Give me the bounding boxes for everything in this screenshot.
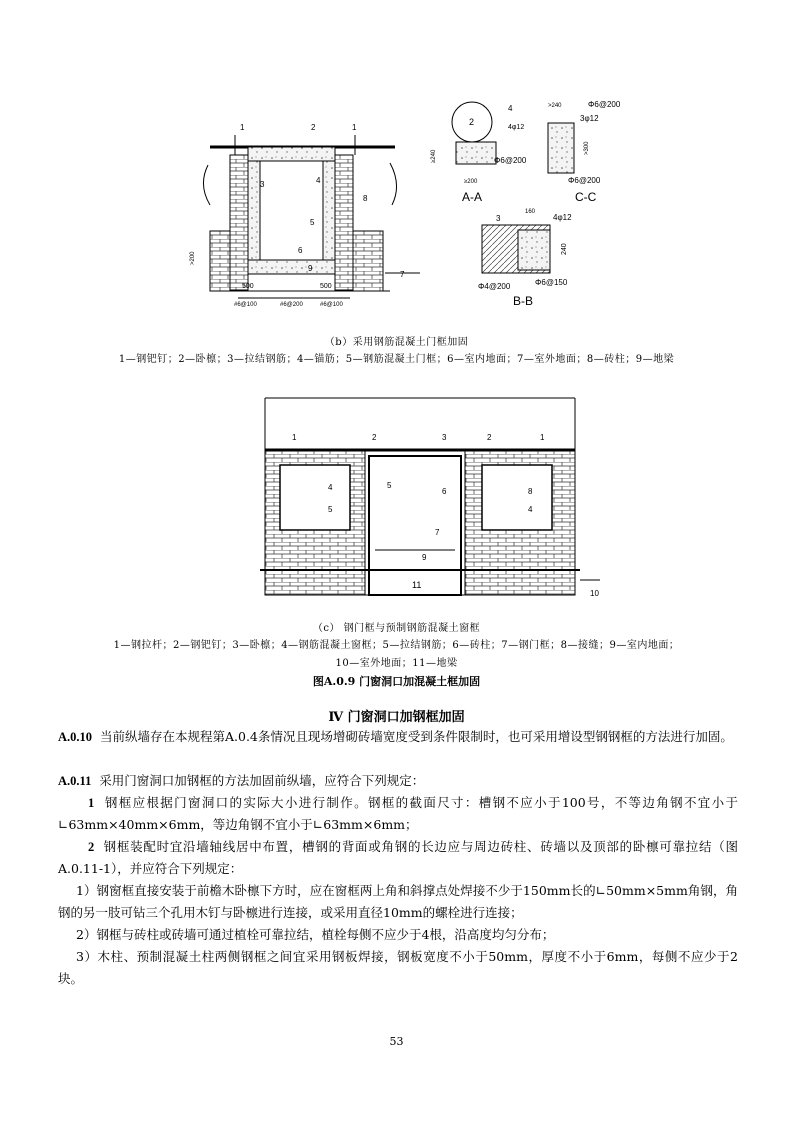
svg-text:5: 5 bbox=[328, 505, 333, 514]
svg-text:1: 1 bbox=[292, 433, 297, 442]
paragraph-a-0-11 bbox=[58, 770, 738, 792]
callout-4: 4 bbox=[316, 176, 321, 185]
svg-text:>300: >300 bbox=[584, 141, 590, 155]
svg-text:10: 10 bbox=[590, 589, 599, 598]
svg-text:7: 7 bbox=[435, 528, 440, 537]
svg-text:4: 4 bbox=[528, 505, 533, 514]
sub-item-2: 2）钢框与砖柱或砖墙可通过植栓可靠拉结，植栓每侧不应少于4根，沿高度均匀分布； bbox=[76, 927, 555, 942]
figure-c-legend-line1: 1—钢拉杆；2—钢钯钉；3—卧檩；4—钢筋混凝土窗框；5—拉结钢筋；6—砖柱；7—钢门框；8—接缝；9—室内地面； bbox=[113, 640, 680, 651]
svg-text:≥240: ≥240 bbox=[431, 149, 437, 163]
section-title: Ⅳ 门窗洞口加钢框加固 bbox=[328, 710, 465, 725]
svg-text:Φ6@150: Φ6@150 bbox=[535, 278, 568, 287]
section-b-b bbox=[478, 209, 572, 308]
figure-c-caption: （c） 钢门框与预制钢筋混凝土窗框 bbox=[312, 623, 481, 634]
dim-200: >200 bbox=[190, 251, 196, 265]
dim-bar-right: #6@100 bbox=[320, 302, 343, 308]
svg-text:≥200: ≥200 bbox=[464, 179, 478, 185]
svg-text:3: 3 bbox=[496, 214, 501, 223]
label-c-c: C-C bbox=[575, 190, 597, 204]
clause-number: A.0.10 bbox=[58, 730, 93, 744]
svg-text:3: 3 bbox=[442, 433, 447, 442]
callout-2: 2 bbox=[311, 123, 316, 132]
callout-8: 8 bbox=[363, 194, 368, 203]
callout-9: 9 bbox=[308, 264, 313, 273]
svg-text:Φ6@200: Φ6@200 bbox=[494, 156, 527, 165]
item-number: 1 bbox=[88, 796, 95, 810]
dim-500-left: 500 bbox=[242, 283, 254, 290]
figure-c-drawing bbox=[250, 390, 610, 610]
svg-text:3φ12: 3φ12 bbox=[580, 114, 599, 123]
callout-1b: 1 bbox=[352, 123, 357, 132]
svg-text:9: 9 bbox=[422, 553, 427, 562]
callout-3: 3 bbox=[260, 180, 265, 189]
item-number: 2 bbox=[88, 840, 95, 854]
svg-text:6: 6 bbox=[442, 487, 447, 496]
svg-text:1: 1 bbox=[540, 433, 545, 442]
figure-b-legend: 1—钢钯钉；2—卧檩；3—拉结钢筋；4—锚筋；5—钢筋混凝土门框；6—室内地面；7—室外地面；8—砖柱；9—地梁 bbox=[118, 354, 675, 365]
svg-text:>240: >240 bbox=[548, 103, 562, 109]
figure-b-caption: （b）采用钢筋混凝土门框加固 bbox=[324, 337, 469, 348]
figure-title: 图A.0.9 门窗洞口加混凝土框加固 bbox=[312, 675, 481, 688]
item-text: 钢框装配时宜沿墙轴线居中布置，槽钢的背面或角钢的长边应与周边砖柱、砖墙以及顶部的卧檩可靠拉结（图A.0.11-1），并应符合下列规定： bbox=[58, 839, 738, 876]
svg-text:2: 2 bbox=[469, 117, 475, 127]
item-2 bbox=[58, 836, 738, 880]
paragraph-a-0-10 bbox=[58, 726, 738, 748]
svg-text:5: 5 bbox=[387, 481, 392, 490]
dim-bar-left: #6@100 bbox=[234, 302, 257, 308]
svg-text:4: 4 bbox=[328, 483, 333, 492]
clause-text: 采用门窗洞口加钢框的方法加固前纵墙，应符合下列规定： bbox=[99, 773, 425, 788]
dim-500-right: 500 bbox=[320, 283, 332, 290]
callout-6: 6 bbox=[298, 246, 303, 255]
figure-c-legend-line2: 10—室外地面；11—地梁 bbox=[335, 658, 458, 669]
svg-text:11: 11 bbox=[412, 580, 422, 590]
svg-text:4φ12: 4φ12 bbox=[553, 213, 572, 222]
item-1 bbox=[58, 792, 738, 836]
item-text: 钢框应根据门窗洞口的实际大小进行制作。钢框的截面尺寸：槽钢不应小于100号，不等边角钢不宜小于∟63mm×40mm×6mm，等边角钢不宜小于∟63mm×6mm； bbox=[58, 795, 738, 832]
clause-text: 当前纵墙存在本规程第A.0.4条情况且现场增砌砖墙宽度受到条件限制时，也可采用增设型钢钢框的方法进行加固。 bbox=[99, 729, 733, 744]
svg-text:Φ6@200: Φ6@200 bbox=[568, 176, 601, 185]
section-c-c bbox=[548, 100, 620, 204]
clause-number: A.0.11 bbox=[58, 774, 92, 788]
figure-b-drawing bbox=[180, 95, 620, 310]
callout-7: 7 bbox=[400, 270, 405, 279]
callout-1: 1 bbox=[240, 123, 245, 132]
svg-text:8: 8 bbox=[528, 487, 533, 496]
svg-text:4: 4 bbox=[508, 104, 513, 113]
svg-text:2: 2 bbox=[487, 433, 492, 442]
svg-text:4φ12: 4φ12 bbox=[508, 124, 525, 131]
svg-text:240: 240 bbox=[561, 243, 568, 255]
svg-text:Φ6@200: Φ6@200 bbox=[588, 100, 620, 109]
label-b-b: B-B bbox=[513, 294, 534, 308]
sub-item-1: 1）钢窗框直接安装于前檐木卧檩下方时，应在窗框两上角和斜撑点处焊接不少于150mm长的∟50mm×5mm角钢，角钢的另一肢可钻三个孔用木钉与卧檩进行连接，或采用直径10mm的螺栓进行连接； bbox=[58, 883, 738, 920]
label-a-a: A-A bbox=[462, 190, 483, 204]
svg-text:160: 160 bbox=[525, 209, 536, 215]
svg-text:2: 2 bbox=[372, 433, 377, 442]
elevation-view bbox=[190, 123, 420, 308]
svg-text:Φ4@200: Φ4@200 bbox=[478, 282, 511, 291]
callout-5: 5 bbox=[310, 218, 315, 227]
dim-bar-mid: #6@200 bbox=[280, 302, 303, 308]
section-a-a bbox=[431, 102, 527, 204]
sub-item-3: 3）木柱、预制混凝土柱两侧钢框之间宜采用钢板焊接，钢板宽度不小于50mm，厚度不小于6mm，每侧不应少于2块。 bbox=[58, 949, 738, 986]
page-number: 53 bbox=[389, 1035, 404, 1048]
